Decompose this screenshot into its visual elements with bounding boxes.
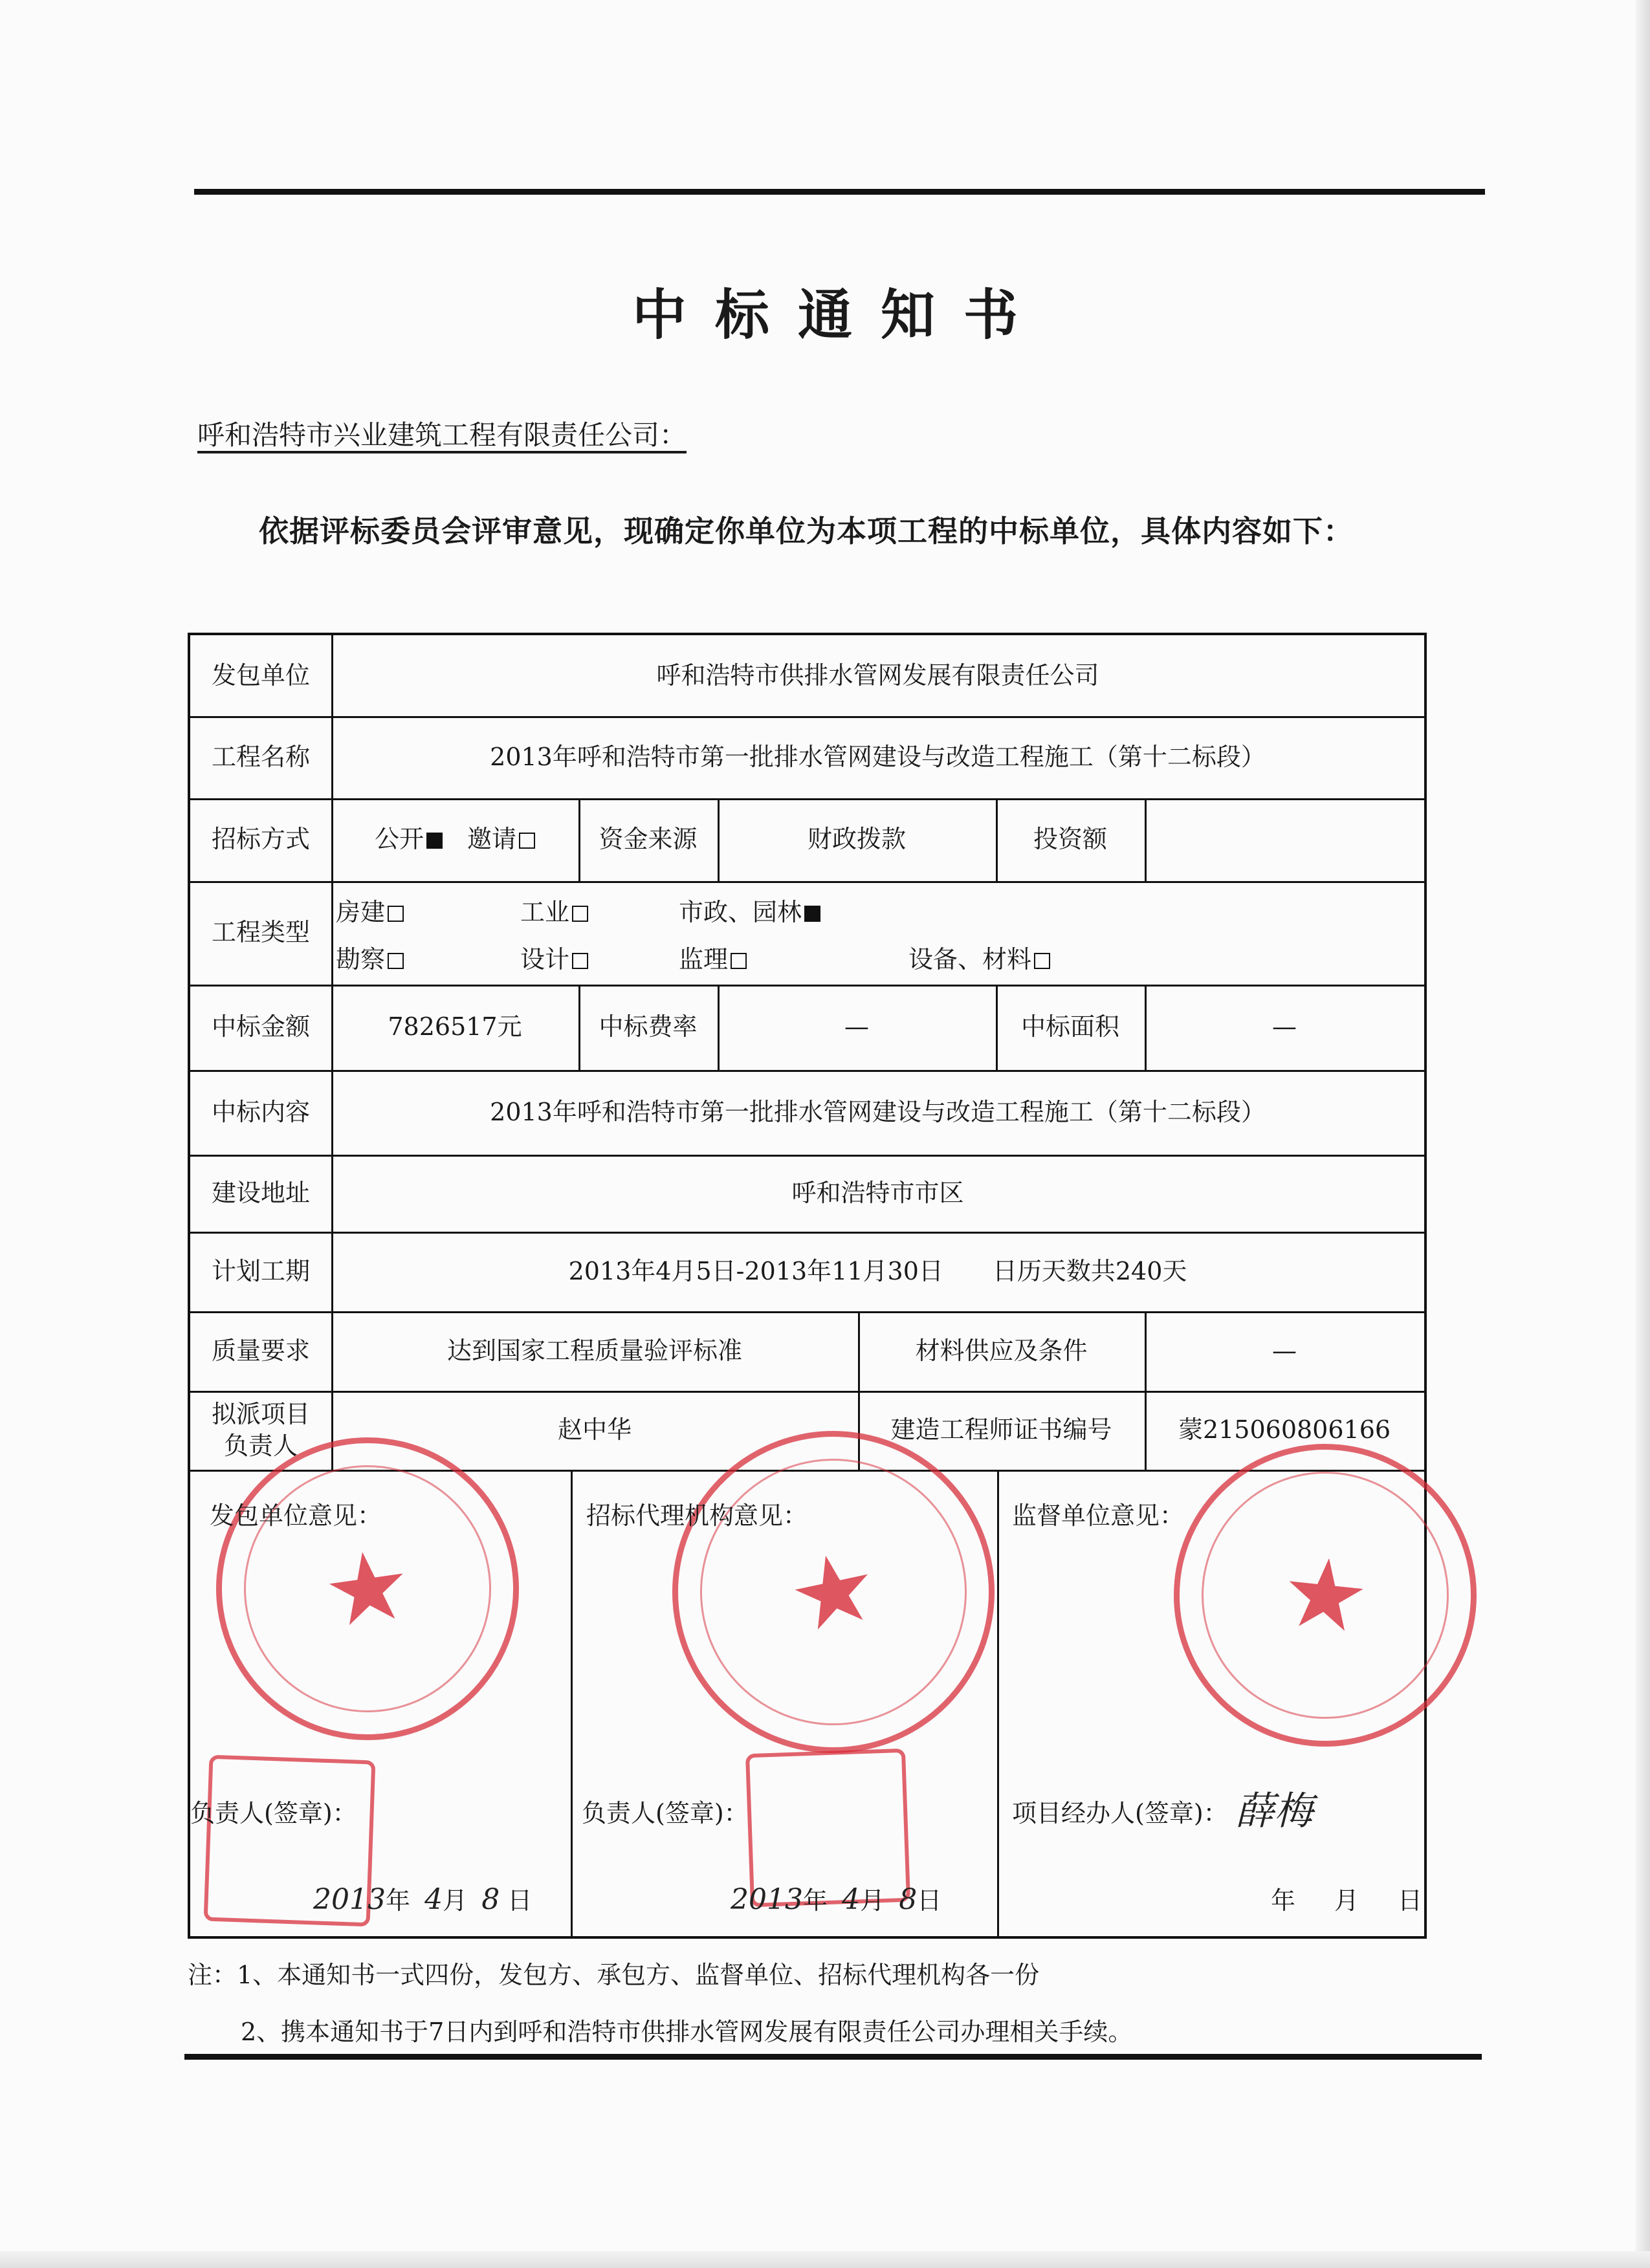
type-equipment-label: 设备、材料 — [908, 945, 1032, 974]
supervisor-date-year-unit: 年 — [1271, 1886, 1296, 1915]
agency-date-year-unit: 年 — [802, 1886, 828, 1915]
star-icon: ★ — [779, 1527, 888, 1657]
fund-source-value: 财政拨款 — [807, 825, 906, 854]
type-municipal — [679, 892, 820, 928]
bid-method-options — [331, 798, 578, 881]
fee-rate-label: 中标费率 — [599, 1012, 698, 1041]
label-bid-content: 中标内容 — [211, 1097, 310, 1126]
type-industry — [520, 892, 588, 928]
employer-date — [313, 1881, 532, 1916]
site-value: 呼和浩特市市区 — [791, 1178, 964, 1207]
checkbox-invite — [519, 833, 535, 849]
agency-date-month-unit: 月 — [860, 1886, 885, 1915]
bottom-rule — [184, 2054, 1482, 2060]
award-table — [188, 633, 1427, 1939]
checkbox-survey — [388, 953, 404, 969]
option-invite — [467, 823, 535, 855]
col-divider — [997, 1470, 999, 1939]
type-municipal-label: 市政、园林 — [679, 898, 802, 926]
employer-sign-label: 负责人(签章)： — [190, 1799, 357, 1827]
material-value: — — [1272, 1336, 1297, 1365]
type-housing — [336, 892, 404, 928]
agency-date — [731, 1881, 941, 1916]
agency-date-day-unit: 日 — [917, 1886, 942, 1915]
bid-content-value: 2013年呼和浩特市第一批排水管网建设与改造工程施工（第十二标段） — [490, 1097, 1266, 1126]
checkbox-design — [572, 953, 588, 969]
supervisor-date-month-unit: 月 — [1334, 1886, 1359, 1915]
label-quality: 质量要求 — [211, 1336, 310, 1365]
area-label: 中标面积 — [1020, 1012, 1119, 1041]
agency-date-day: 8 — [899, 1883, 918, 1916]
supervisor-date-day-unit: 日 — [1398, 1886, 1423, 1915]
checkbox-equipment — [1034, 953, 1050, 969]
material-label: 材料供应及条件 — [915, 1336, 1088, 1365]
employer-date-month-unit: 月 — [443, 1886, 468, 1915]
employer-value: 呼和浩特市供排水管网发展有限责任公司 — [656, 660, 1099, 690]
employer-date-day-unit: 日 — [507, 1886, 533, 1915]
note-line-2: 2、携本通知书于7日内到呼和浩特市供排水管网发展有限责任公司办理相关手续。 — [241, 2018, 1133, 2046]
employer-date-year: 2013 — [313, 1883, 386, 1916]
cert-label: 建造工程师证书编号 — [890, 1415, 1112, 1445]
type-supervision — [679, 939, 747, 975]
agency-date-year: 2013 — [731, 1883, 803, 1916]
checkbox-open — [426, 833, 443, 849]
agency-date-month: 4 — [842, 1883, 861, 1916]
label-schedule: 计划工期 — [211, 1256, 310, 1285]
top-rule — [194, 189, 1485, 195]
type-supervision-label: 监理 — [679, 945, 729, 974]
note-line-1: 注：1、本通知书一式四份，发包方、承包方、监督单位、招标代理机构各一份 — [188, 1961, 1040, 1989]
supervisor-date — [1271, 1881, 1422, 1916]
employer-date-month: 4 — [424, 1883, 443, 1916]
type-survey — [336, 939, 404, 975]
label-bid-amount: 中标金额 — [211, 1012, 310, 1041]
intro-paragraph: 依据评标委员会评审意见，现确定你单位为本项工程的中标单位，具体内容如下： — [259, 514, 1354, 549]
recipient-line: 呼和浩特市兴业建筑工程有限责任公司： — [197, 419, 687, 451]
label-bid-method: 招标方式 — [211, 825, 310, 854]
checkbox-supervision — [731, 953, 747, 969]
label-manager-line2: 负责人 — [223, 1432, 298, 1460]
investment-value — [1145, 798, 1424, 881]
employer-opinion-title: 发包单位意见： — [210, 1501, 382, 1530]
option-open — [375, 823, 443, 855]
manager-value: 赵中华 — [557, 1415, 632, 1445]
label-manager-line1: 拟派项目 — [211, 1399, 310, 1428]
supervisor-seal — [1159, 1429, 1491, 1761]
type-survey-label: 勘察 — [336, 945, 386, 974]
type-equipment — [908, 939, 1050, 975]
fund-source-label: 资金来源 — [599, 825, 698, 854]
cert-number: 蒙215060806166 — [1178, 1415, 1391, 1445]
star-icon: ★ — [1276, 1534, 1374, 1656]
supervisor-sign-label: 项目经办人(签章)： — [1012, 1799, 1228, 1827]
employer-date-day: 8 — [481, 1883, 500, 1916]
row-divider — [190, 881, 1424, 883]
type-housing-label: 房建 — [336, 898, 386, 926]
fee-rate-value: — — [844, 1012, 869, 1041]
area-value: — — [1272, 1012, 1297, 1041]
supervisor-signature: 薛梅 — [1235, 1789, 1313, 1834]
label-project-type: 工程类型 — [211, 918, 310, 947]
star-icon: ★ — [316, 1527, 419, 1651]
label-employer: 发包单位 — [211, 660, 310, 690]
document-title: 中标通知书 — [632, 283, 1046, 347]
supervisor-opinion-title: 监督单位意见： — [1012, 1501, 1185, 1530]
schedule-value: 2013年4月5日-2013年11月30日 日历天数共240天 — [568, 1256, 1187, 1285]
paper-bottom-shadow — [0, 2251, 1650, 2268]
quality-value: 达到国家工程质量验评标准 — [446, 1336, 742, 1365]
option-open-label: 公开 — [374, 825, 424, 854]
project-name-value: 2013年呼和浩特市第一批排水管网建设与改造工程施工（第十二标段） — [490, 742, 1266, 771]
option-invite-label: 邀请 — [467, 825, 517, 854]
checkbox-industry — [572, 906, 588, 922]
bid-amount-value: 7826517元 — [388, 1012, 522, 1041]
investment-label: 投资额 — [1033, 825, 1107, 854]
label-site: 建设地址 — [211, 1178, 310, 1207]
agency-sign-label: 负责人(签章)： — [582, 1799, 749, 1827]
type-design-label: 设计 — [520, 945, 570, 974]
type-industry-label: 工业 — [520, 898, 570, 926]
type-design — [520, 939, 588, 975]
label-project-name: 工程名称 — [211, 742, 310, 771]
agency-opinion-title: 招标代理机构意见： — [586, 1501, 808, 1530]
col-divider — [571, 1470, 573, 1939]
checkbox-municipal — [804, 906, 820, 922]
employer-date-year-unit: 年 — [385, 1886, 410, 1915]
checkbox-housing — [388, 906, 404, 922]
